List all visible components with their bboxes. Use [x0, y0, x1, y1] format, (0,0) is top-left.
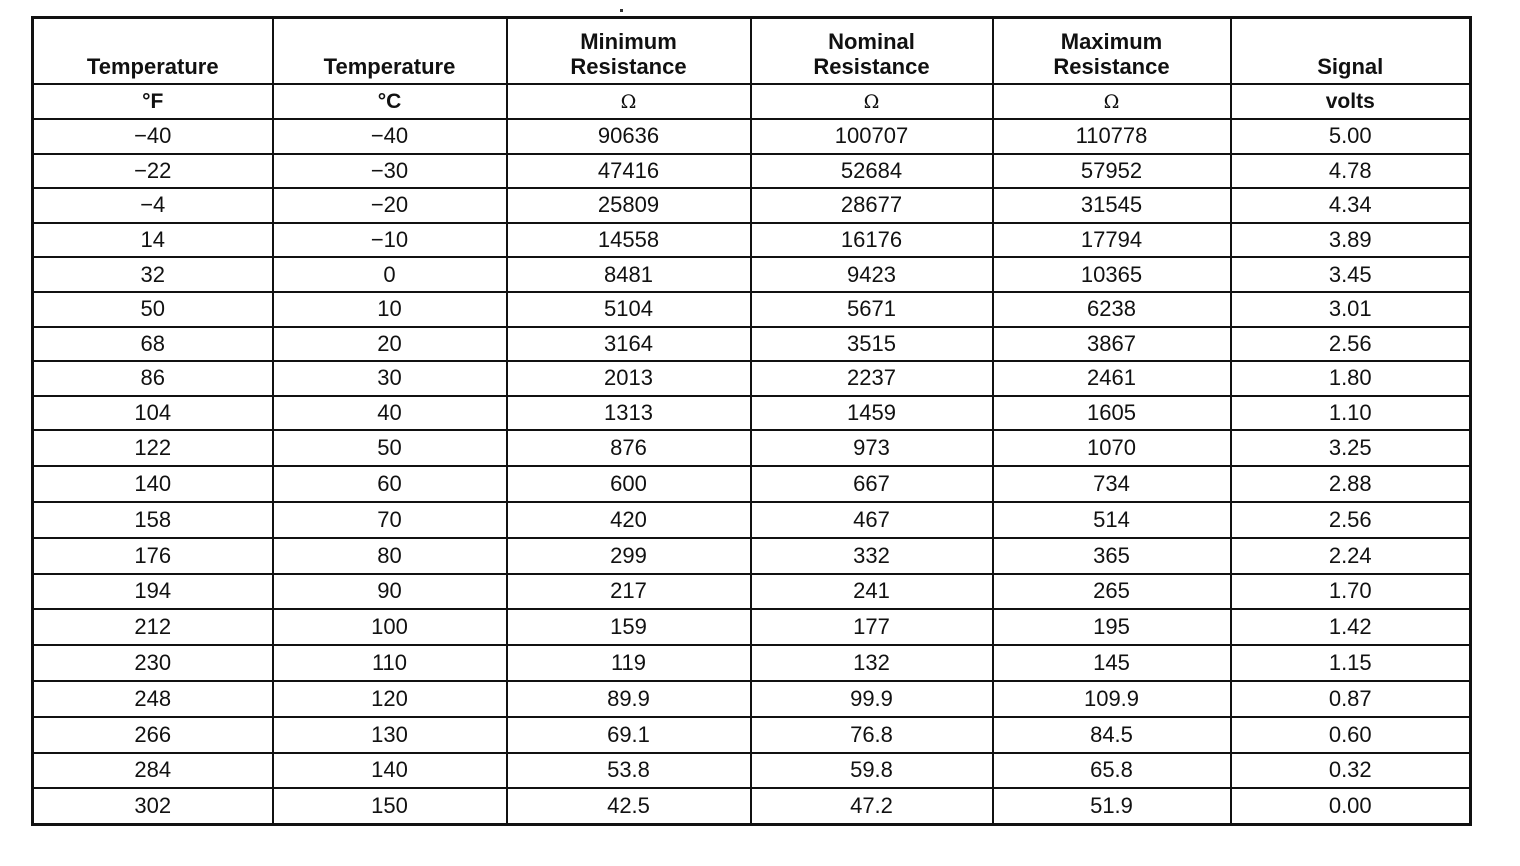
- scan-speck: [620, 9, 623, 12]
- cell-max-resistance: 17794: [993, 223, 1231, 258]
- cell-min-resistance: 69.1: [507, 717, 751, 753]
- cell-max-resistance: 10365: [993, 257, 1231, 292]
- cell-temp-f: 14: [33, 223, 273, 258]
- cell-nominal-resistance: 177: [751, 609, 993, 645]
- cell-temp-f: −22: [33, 154, 273, 189]
- table-row: [33, 645, 1471, 681]
- unit-fahrenheit: °F: [33, 84, 273, 119]
- cell-signal: 3.25: [1231, 430, 1471, 466]
- cell-temp-c: 40: [273, 396, 507, 431]
- table-row: [33, 327, 1471, 362]
- unit-ohm-nominal: Ω: [751, 84, 993, 119]
- cell-max-resistance: 1605: [993, 396, 1231, 431]
- table-row: [33, 538, 1471, 574]
- cell-temp-c: 0: [273, 257, 507, 292]
- cell-temp-c: 140: [273, 753, 507, 789]
- table-row: [33, 257, 1471, 292]
- cell-signal: 2.56: [1231, 502, 1471, 538]
- cell-signal: 0.60: [1231, 717, 1471, 753]
- cell-temp-f: 50: [33, 292, 273, 327]
- cell-min-resistance: 42.5: [507, 788, 751, 824]
- cell-signal: 2.56: [1231, 327, 1471, 362]
- header-label-line2: Resistance: [813, 54, 930, 79]
- cell-nominal-resistance: 973: [751, 430, 993, 466]
- cell-signal: 4.34: [1231, 188, 1471, 223]
- cell-max-resistance: 84.5: [993, 717, 1231, 753]
- table-row: [33, 466, 1471, 502]
- cell-max-resistance: 734: [993, 466, 1231, 502]
- cell-temp-c: 50: [273, 430, 507, 466]
- cell-min-resistance: 2013: [507, 361, 751, 396]
- header-nominal-resistance: [751, 18, 993, 85]
- cell-max-resistance: 2461: [993, 361, 1231, 396]
- header-label-line1: Nominal: [828, 29, 915, 54]
- cell-min-resistance: 89.9: [507, 681, 751, 717]
- cell-max-resistance: 3867: [993, 327, 1231, 362]
- header-label-line1: Minimum: [580, 29, 677, 54]
- cell-nominal-resistance: 99.9: [751, 681, 993, 717]
- cell-temp-c: −30: [273, 154, 507, 189]
- cell-temp-c: 100: [273, 609, 507, 645]
- cell-min-resistance: 217: [507, 574, 751, 610]
- cell-min-resistance: 90636: [507, 119, 751, 154]
- cell-max-resistance: 265: [993, 574, 1231, 610]
- cell-temp-f: 248: [33, 681, 273, 717]
- cell-temp-f: 284: [33, 753, 273, 789]
- cell-max-resistance: 1070: [993, 430, 1231, 466]
- cell-temp-c: 70: [273, 502, 507, 538]
- cell-signal: 1.70: [1231, 574, 1471, 610]
- cell-nominal-resistance: 1459: [751, 396, 993, 431]
- cell-max-resistance: 31545: [993, 188, 1231, 223]
- cell-nominal-resistance: 52684: [751, 154, 993, 189]
- cell-max-resistance: 145: [993, 645, 1231, 681]
- cell-signal: 1.42: [1231, 609, 1471, 645]
- cell-temp-c: 90: [273, 574, 507, 610]
- cell-signal: 1.80: [1231, 361, 1471, 396]
- header-maximum-resistance: [993, 18, 1231, 85]
- unit-ohm-minimum: Ω: [507, 84, 751, 119]
- cell-min-resistance: 14558: [507, 223, 751, 258]
- table-row: [33, 788, 1471, 824]
- cell-nominal-resistance: 3515: [751, 327, 993, 362]
- unit-volts: volts: [1231, 84, 1471, 119]
- unit-row: [33, 84, 1471, 119]
- cell-temp-c: 60: [273, 466, 507, 502]
- temperature-resistance-table: [31, 16, 1472, 826]
- cell-temp-c: 80: [273, 538, 507, 574]
- cell-temp-f: −40: [33, 119, 273, 154]
- cell-signal: 1.15: [1231, 645, 1471, 681]
- cell-temp-c: 10: [273, 292, 507, 327]
- header-label-line2: Resistance: [570, 54, 687, 79]
- table-body: [33, 119, 1471, 825]
- cell-signal: 3.89: [1231, 223, 1471, 258]
- unit-celsius: °C: [273, 84, 507, 119]
- cell-temp-f: 32: [33, 257, 273, 292]
- cell-temp-c: −40: [273, 119, 507, 154]
- cell-signal: 0.87: [1231, 681, 1471, 717]
- header-label: Temperature: [323, 54, 456, 79]
- table-row: [33, 396, 1471, 431]
- cell-signal: 0.32: [1231, 753, 1471, 789]
- cell-nominal-resistance: 241: [751, 574, 993, 610]
- cell-temp-c: 20: [273, 327, 507, 362]
- cell-temp-f: 104: [33, 396, 273, 431]
- cell-min-resistance: 159: [507, 609, 751, 645]
- cell-max-resistance: 514: [993, 502, 1231, 538]
- cell-min-resistance: 600: [507, 466, 751, 502]
- cell-temp-f: 212: [33, 609, 273, 645]
- cell-max-resistance: 57952: [993, 154, 1231, 189]
- cell-temp-f: 230: [33, 645, 273, 681]
- cell-nominal-resistance: 332: [751, 538, 993, 574]
- cell-max-resistance: 51.9: [993, 788, 1231, 824]
- cell-nominal-resistance: 59.8: [751, 753, 993, 789]
- cell-min-resistance: 3164: [507, 327, 751, 362]
- cell-signal: 1.10: [1231, 396, 1471, 431]
- header-row: [33, 18, 1471, 85]
- cell-temp-f: 68: [33, 327, 273, 362]
- cell-nominal-resistance: 667: [751, 466, 993, 502]
- cell-min-resistance: 876: [507, 430, 751, 466]
- cell-min-resistance: 1313: [507, 396, 751, 431]
- header-label: Temperature: [86, 54, 219, 79]
- cell-max-resistance: 195: [993, 609, 1231, 645]
- cell-signal: 5.00: [1231, 119, 1471, 154]
- cell-min-resistance: 5104: [507, 292, 751, 327]
- cell-max-resistance: 110778: [993, 119, 1231, 154]
- cell-signal: 4.78: [1231, 154, 1471, 189]
- cell-min-resistance: 47416: [507, 154, 751, 189]
- cell-nominal-resistance: 2237: [751, 361, 993, 396]
- cell-temp-f: 266: [33, 717, 273, 753]
- header-signal: [1231, 18, 1471, 85]
- resistance-table-sheet: [31, 16, 1469, 826]
- header-temperature-c: [273, 18, 507, 85]
- cell-min-resistance: 25809: [507, 188, 751, 223]
- cell-min-resistance: 299: [507, 538, 751, 574]
- table-row: [33, 223, 1471, 258]
- cell-temp-c: 30: [273, 361, 507, 396]
- table-row: [33, 681, 1471, 717]
- cell-nominal-resistance: 76.8: [751, 717, 993, 753]
- table-row: [33, 119, 1471, 154]
- cell-nominal-resistance: 132: [751, 645, 993, 681]
- cell-temp-f: −4: [33, 188, 273, 223]
- cell-max-resistance: 65.8: [993, 753, 1231, 789]
- cell-min-resistance: 420: [507, 502, 751, 538]
- table-row: [33, 717, 1471, 753]
- table-row: [33, 188, 1471, 223]
- cell-temp-f: 122: [33, 430, 273, 466]
- cell-signal: 0.00: [1231, 788, 1471, 824]
- cell-nominal-resistance: 9423: [751, 257, 993, 292]
- header-label: Signal: [1317, 54, 1384, 79]
- cell-nominal-resistance: 47.2: [751, 788, 993, 824]
- cell-temp-c: −20: [273, 188, 507, 223]
- table-row: [33, 154, 1471, 189]
- cell-temp-c: 110: [273, 645, 507, 681]
- cell-max-resistance: 109.9: [993, 681, 1231, 717]
- cell-nominal-resistance: 16176: [751, 223, 993, 258]
- cell-min-resistance: 53.8: [507, 753, 751, 789]
- cell-nominal-resistance: 467: [751, 502, 993, 538]
- table-row: [33, 574, 1471, 610]
- cell-nominal-resistance: 100707: [751, 119, 993, 154]
- cell-signal: 2.24: [1231, 538, 1471, 574]
- cell-temp-f: 302: [33, 788, 273, 824]
- header-label-line1: Maximum: [1060, 29, 1163, 54]
- table-row: [33, 361, 1471, 396]
- table-row: [33, 609, 1471, 645]
- cell-temp-f: 194: [33, 574, 273, 610]
- cell-signal: 3.45: [1231, 257, 1471, 292]
- cell-signal: 2.88: [1231, 466, 1471, 502]
- cell-temp-f: 140: [33, 466, 273, 502]
- table-row: [33, 502, 1471, 538]
- cell-max-resistance: 6238: [993, 292, 1231, 327]
- cell-temp-f: 158: [33, 502, 273, 538]
- header-label-line2: Resistance: [1053, 54, 1170, 79]
- unit-ohm-maximum: Ω: [993, 84, 1231, 119]
- cell-nominal-resistance: 5671: [751, 292, 993, 327]
- cell-max-resistance: 365: [993, 538, 1231, 574]
- cell-min-resistance: 119: [507, 645, 751, 681]
- cell-temp-c: 130: [273, 717, 507, 753]
- header-temperature-f: [33, 18, 273, 85]
- cell-temp-c: −10: [273, 223, 507, 258]
- cell-temp-f: 86: [33, 361, 273, 396]
- cell-temp-c: 150: [273, 788, 507, 824]
- cell-min-resistance: 8481: [507, 257, 751, 292]
- table-row: [33, 430, 1471, 466]
- table-row: [33, 753, 1471, 789]
- table-row: [33, 292, 1471, 327]
- cell-temp-c: 120: [273, 681, 507, 717]
- cell-signal: 3.01: [1231, 292, 1471, 327]
- cell-nominal-resistance: 28677: [751, 188, 993, 223]
- cell-temp-f: 176: [33, 538, 273, 574]
- header-minimum-resistance: [507, 18, 751, 85]
